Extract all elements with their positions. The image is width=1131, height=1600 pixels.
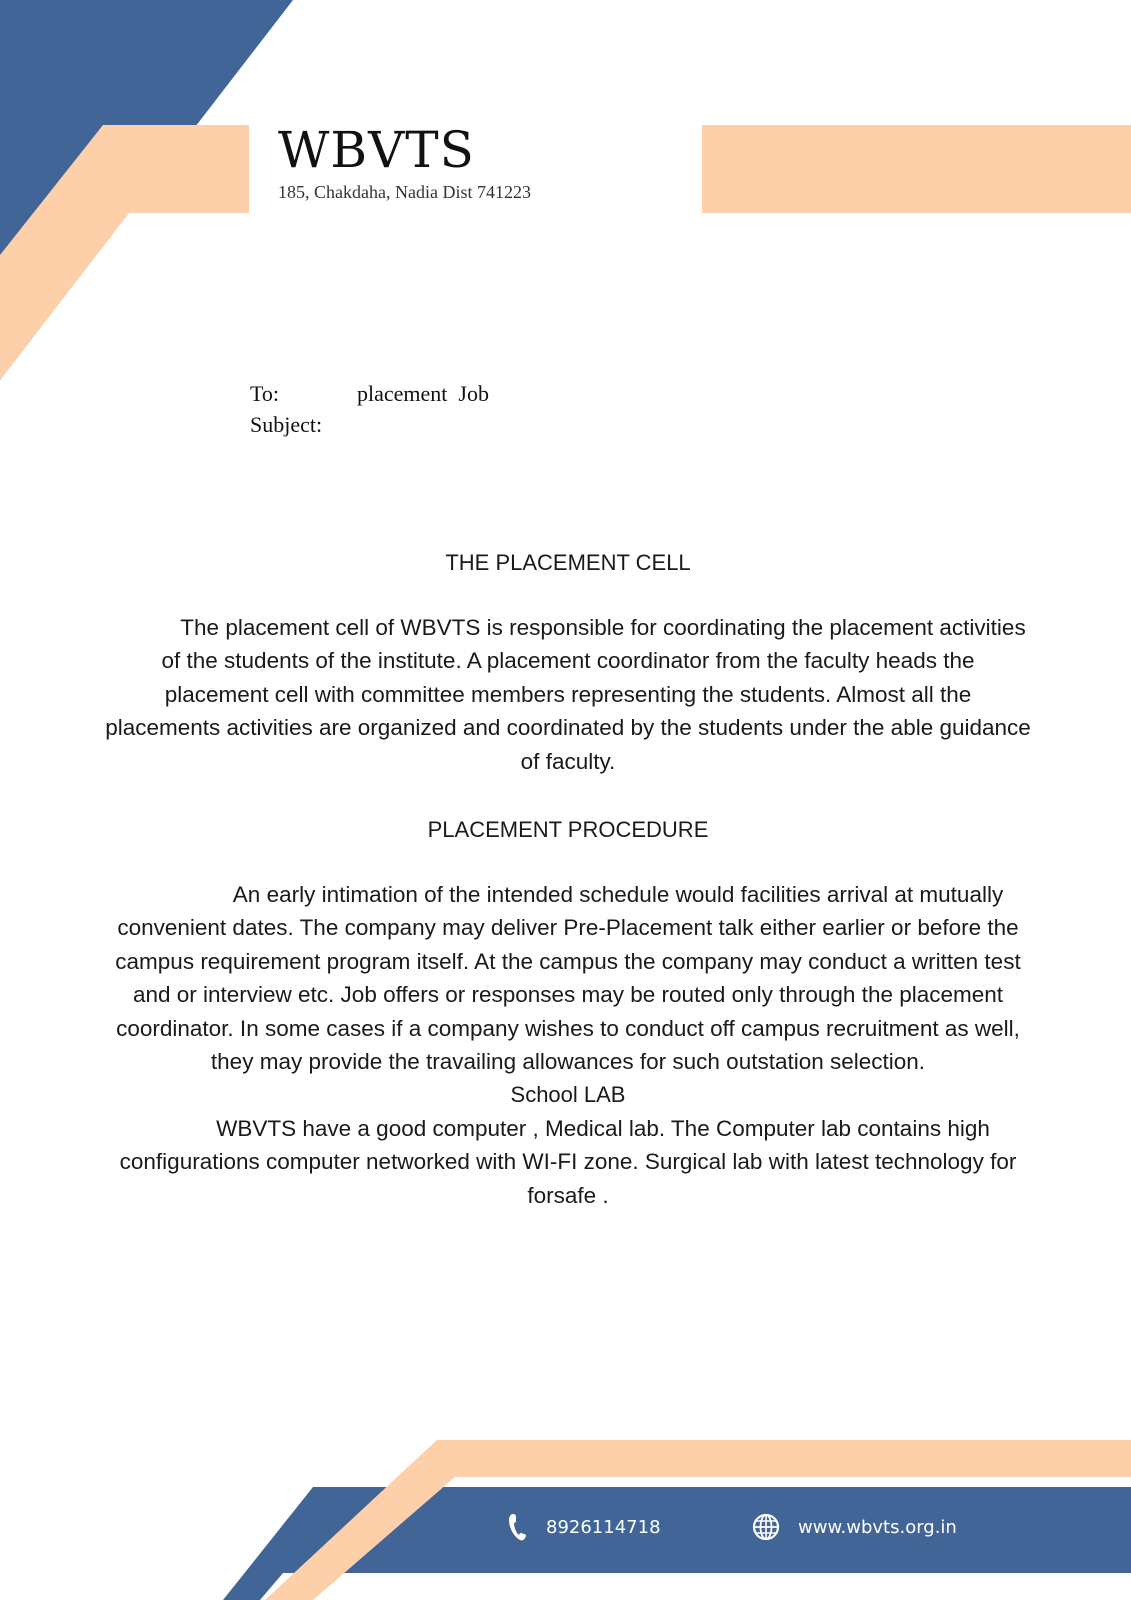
section-heading: PLACEMENT PROCEDURE bbox=[427, 817, 709, 842]
section-heading: THE PLACEMENT CELL bbox=[445, 550, 691, 575]
paragraph-line: WBVTS have a good computer , Medical lab. The Computer lab contains high bbox=[216, 1115, 990, 1141]
paragraph-line: The placement cell of WBVTS is responsible for coordinating the placement activities bbox=[180, 614, 1026, 640]
to-label: To: bbox=[250, 381, 280, 406]
paragraph-line: of the students of the institute. A placement coordinator from the faculty heads the bbox=[161, 648, 975, 673]
section-heading: School LAB bbox=[510, 1082, 626, 1107]
paragraph-line: they may provide the travailing allowances for such outstation selection. bbox=[210, 1049, 926, 1074]
paragraph-line: of faculty. bbox=[520, 748, 616, 774]
footer-website bbox=[752, 1513, 957, 1541]
paragraph-line: placement cell with committee members representing the students. Almost all the bbox=[164, 681, 972, 707]
section-placement-cell bbox=[20, 546, 1116, 778]
section-placement-procedure bbox=[20, 813, 1116, 1079]
paragraph-line: campus requirement program itself. At the campus the company may conduct a written test bbox=[115, 948, 1021, 974]
letterhead-brand bbox=[278, 120, 531, 203]
org-name: WBVTS bbox=[278, 121, 475, 179]
phone-icon bbox=[508, 1513, 528, 1541]
paragraph-line: An early intimation of the intended schedule would facilities arrival at mutually bbox=[232, 881, 1004, 907]
paragraph-line: coordinator. In some cases if a company wishes to conduct off campus recruitment as well, bbox=[116, 1015, 1020, 1041]
top-right-peach-bar bbox=[702, 125, 1131, 213]
website-link[interactable]: www.wbvts.org.in bbox=[798, 1516, 957, 1538]
subject-label: Subject: bbox=[250, 412, 323, 437]
paragraph-line: configurations computer networked with WI-FI zone. Surgical lab with latest technology for bbox=[119, 1149, 1017, 1174]
paragraph-line: forsafe . bbox=[527, 1182, 609, 1208]
phone-number: 8926114718 bbox=[546, 1516, 661, 1538]
globe-icon bbox=[752, 1513, 780, 1541]
paragraph-line: placements activities are organized and coordinated by the students under the able guidance bbox=[105, 715, 1031, 740]
section-school-lab bbox=[20, 1078, 1116, 1212]
paragraph-line: and or interview etc. Job offers or responses may be routed only through the placement bbox=[132, 982, 1004, 1007]
to-value: placement Job bbox=[357, 381, 489, 406]
footer-phone bbox=[508, 1513, 661, 1541]
org-address: 185, Chakdaha, Nadia Dist 741223 bbox=[278, 182, 531, 202]
to-row bbox=[250, 378, 489, 409]
letter-meta bbox=[250, 378, 489, 440]
subject-row bbox=[250, 409, 489, 440]
paragraph-line: convenient dates. The company may deliver Pre-Placement talk either earlier or before the bbox=[117, 915, 1019, 940]
